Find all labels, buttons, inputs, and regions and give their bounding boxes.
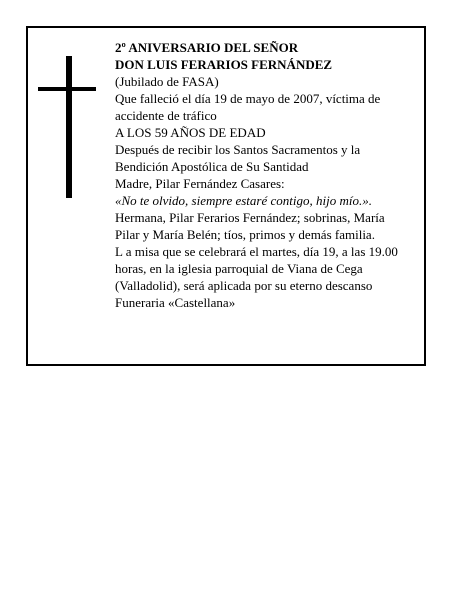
- notice-text: [115, 39, 420, 311]
- occupation: (Jubilado de FASA): [115, 74, 219, 89]
- family-line-1: Hermana, Pilar Ferarios Fernández; sobrinas, María: [115, 210, 385, 225]
- age: A LOS 59 AÑOS DE EDAD: [115, 125, 266, 140]
- cross-horizontal-bar: [38, 87, 96, 91]
- death-line-1: Que falleció el día 19 de mayo de 2007, víctima de: [115, 91, 381, 106]
- quote: «No te olvido, siempre estaré contigo, hijo mío.».: [115, 193, 372, 208]
- sacraments-line-1: Después de recibir los Santos Sacramentos y la: [115, 142, 361, 157]
- title-line-2: DON LUIS FERARIOS FERNÁNDEZ: [115, 57, 333, 72]
- mass-line-3: (Valladolid), será aplicada por su eterno descanso: [115, 278, 373, 293]
- death-line-2: accidente de tráfico: [115, 108, 217, 123]
- cross-vertical-bar: [66, 56, 72, 198]
- funeral-home: Funeraria «Castellana»: [115, 295, 236, 310]
- mass-line-1: L a misa que se celebrará el martes, día 19, a las 19.00: [115, 244, 398, 259]
- mass-line-2: horas, en la iglesia parroquial de Viana de Cega: [115, 261, 363, 276]
- title-line-1: 2º ANIVERSARIO DEL SEÑOR: [115, 40, 299, 55]
- sacraments-line-2: Bendición Apostólica de Su Santidad: [115, 159, 309, 174]
- obituary-notice: [26, 26, 426, 366]
- family-line-2: Pilar y María Belén; tíos, primos y demás familia.: [115, 227, 375, 242]
- mother: Madre, Pilar Fernández Casares:: [115, 176, 285, 191]
